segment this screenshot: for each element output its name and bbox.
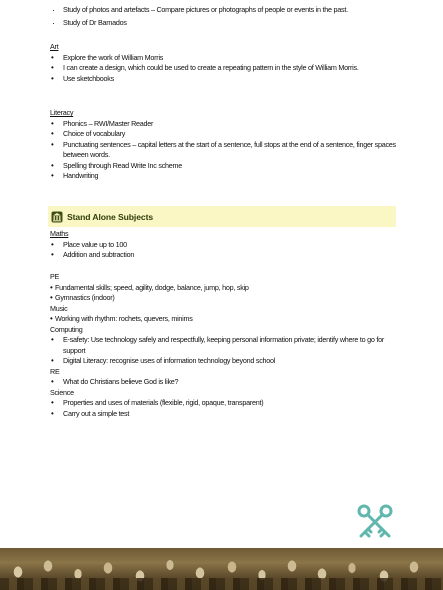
- list-item: • Explore the work of William Morris: [50, 53, 400, 64]
- list-item: · Study of photos and artefacts – Compare pictures or photographs of people or events in the past.: [50, 5, 400, 16]
- pe-heading: PE: [50, 272, 60, 281]
- list-item: • Spelling through Read Write Inc scheme: [50, 161, 400, 172]
- list-item: • Working with rhythm: rochets, quevers, minims: [50, 314, 400, 325]
- art-section: [50, 42, 400, 84]
- computing-heading: Computing: [50, 324, 83, 334]
- list-item: • Addition and subtraction: [50, 250, 400, 261]
- literacy-section: [50, 108, 400, 182]
- re-heading: RE: [50, 366, 60, 376]
- footer-photo-shadow: [0, 578, 443, 590]
- list-item: · Study of Dr Barnados: [50, 18, 400, 29]
- music-heading: Music: [50, 303, 68, 313]
- footer-class-photo: [0, 548, 443, 590]
- section-banner-title: Stand Alone Subjects: [67, 211, 154, 222]
- list-item: • Properties and uses of materials (flexible, rigid, opaque, transparent): [50, 398, 400, 409]
- literacy-heading: Literacy: [50, 108, 74, 117]
- list-item: • Phonics – RWI/Master Reader: [50, 119, 400, 130]
- maths-heading: Maths: [50, 229, 69, 238]
- list-item: • Handwriting: [50, 171, 400, 182]
- section-banner: [48, 206, 396, 227]
- maths-section: [50, 229, 400, 261]
- list-item: • Gymnastics (indoor): [50, 293, 400, 304]
- list-item: • Carry out a simple test: [50, 409, 400, 420]
- list-item: • Digital Literacy: recognise uses of information technology beyond school: [50, 356, 400, 367]
- list-item: • What do Christians believe God is like?: [50, 377, 400, 388]
- list-item: • I can create a design, which could be used to create a repeating pattern in the style of William Morris.: [50, 63, 400, 74]
- other-subjects-section: [50, 272, 400, 419]
- science-heading: Science: [50, 387, 74, 397]
- building-columns-icon: [51, 211, 63, 223]
- history-section: [50, 5, 400, 28]
- list-item: • Punctuating sentences – capital letters at the start of a sentence, full stops at the end of a sentence, finger spaces between words.: [50, 140, 400, 161]
- list-item: • Choice of vocabulary: [50, 129, 400, 140]
- crossed-keys-icon: [355, 503, 395, 539]
- list-item: • Use sketchbooks: [50, 74, 400, 85]
- art-heading: Art: [50, 42, 59, 51]
- list-item: • Fundamental skills; speed, agility, dodge, balance, jump, hop, skip: [50, 283, 400, 294]
- list-item: • Place value up to 100: [50, 240, 400, 251]
- list-item: • E-safety: Use technology safely and respectfully, keeping personal information private; identify where to go for support: [50, 335, 400, 356]
